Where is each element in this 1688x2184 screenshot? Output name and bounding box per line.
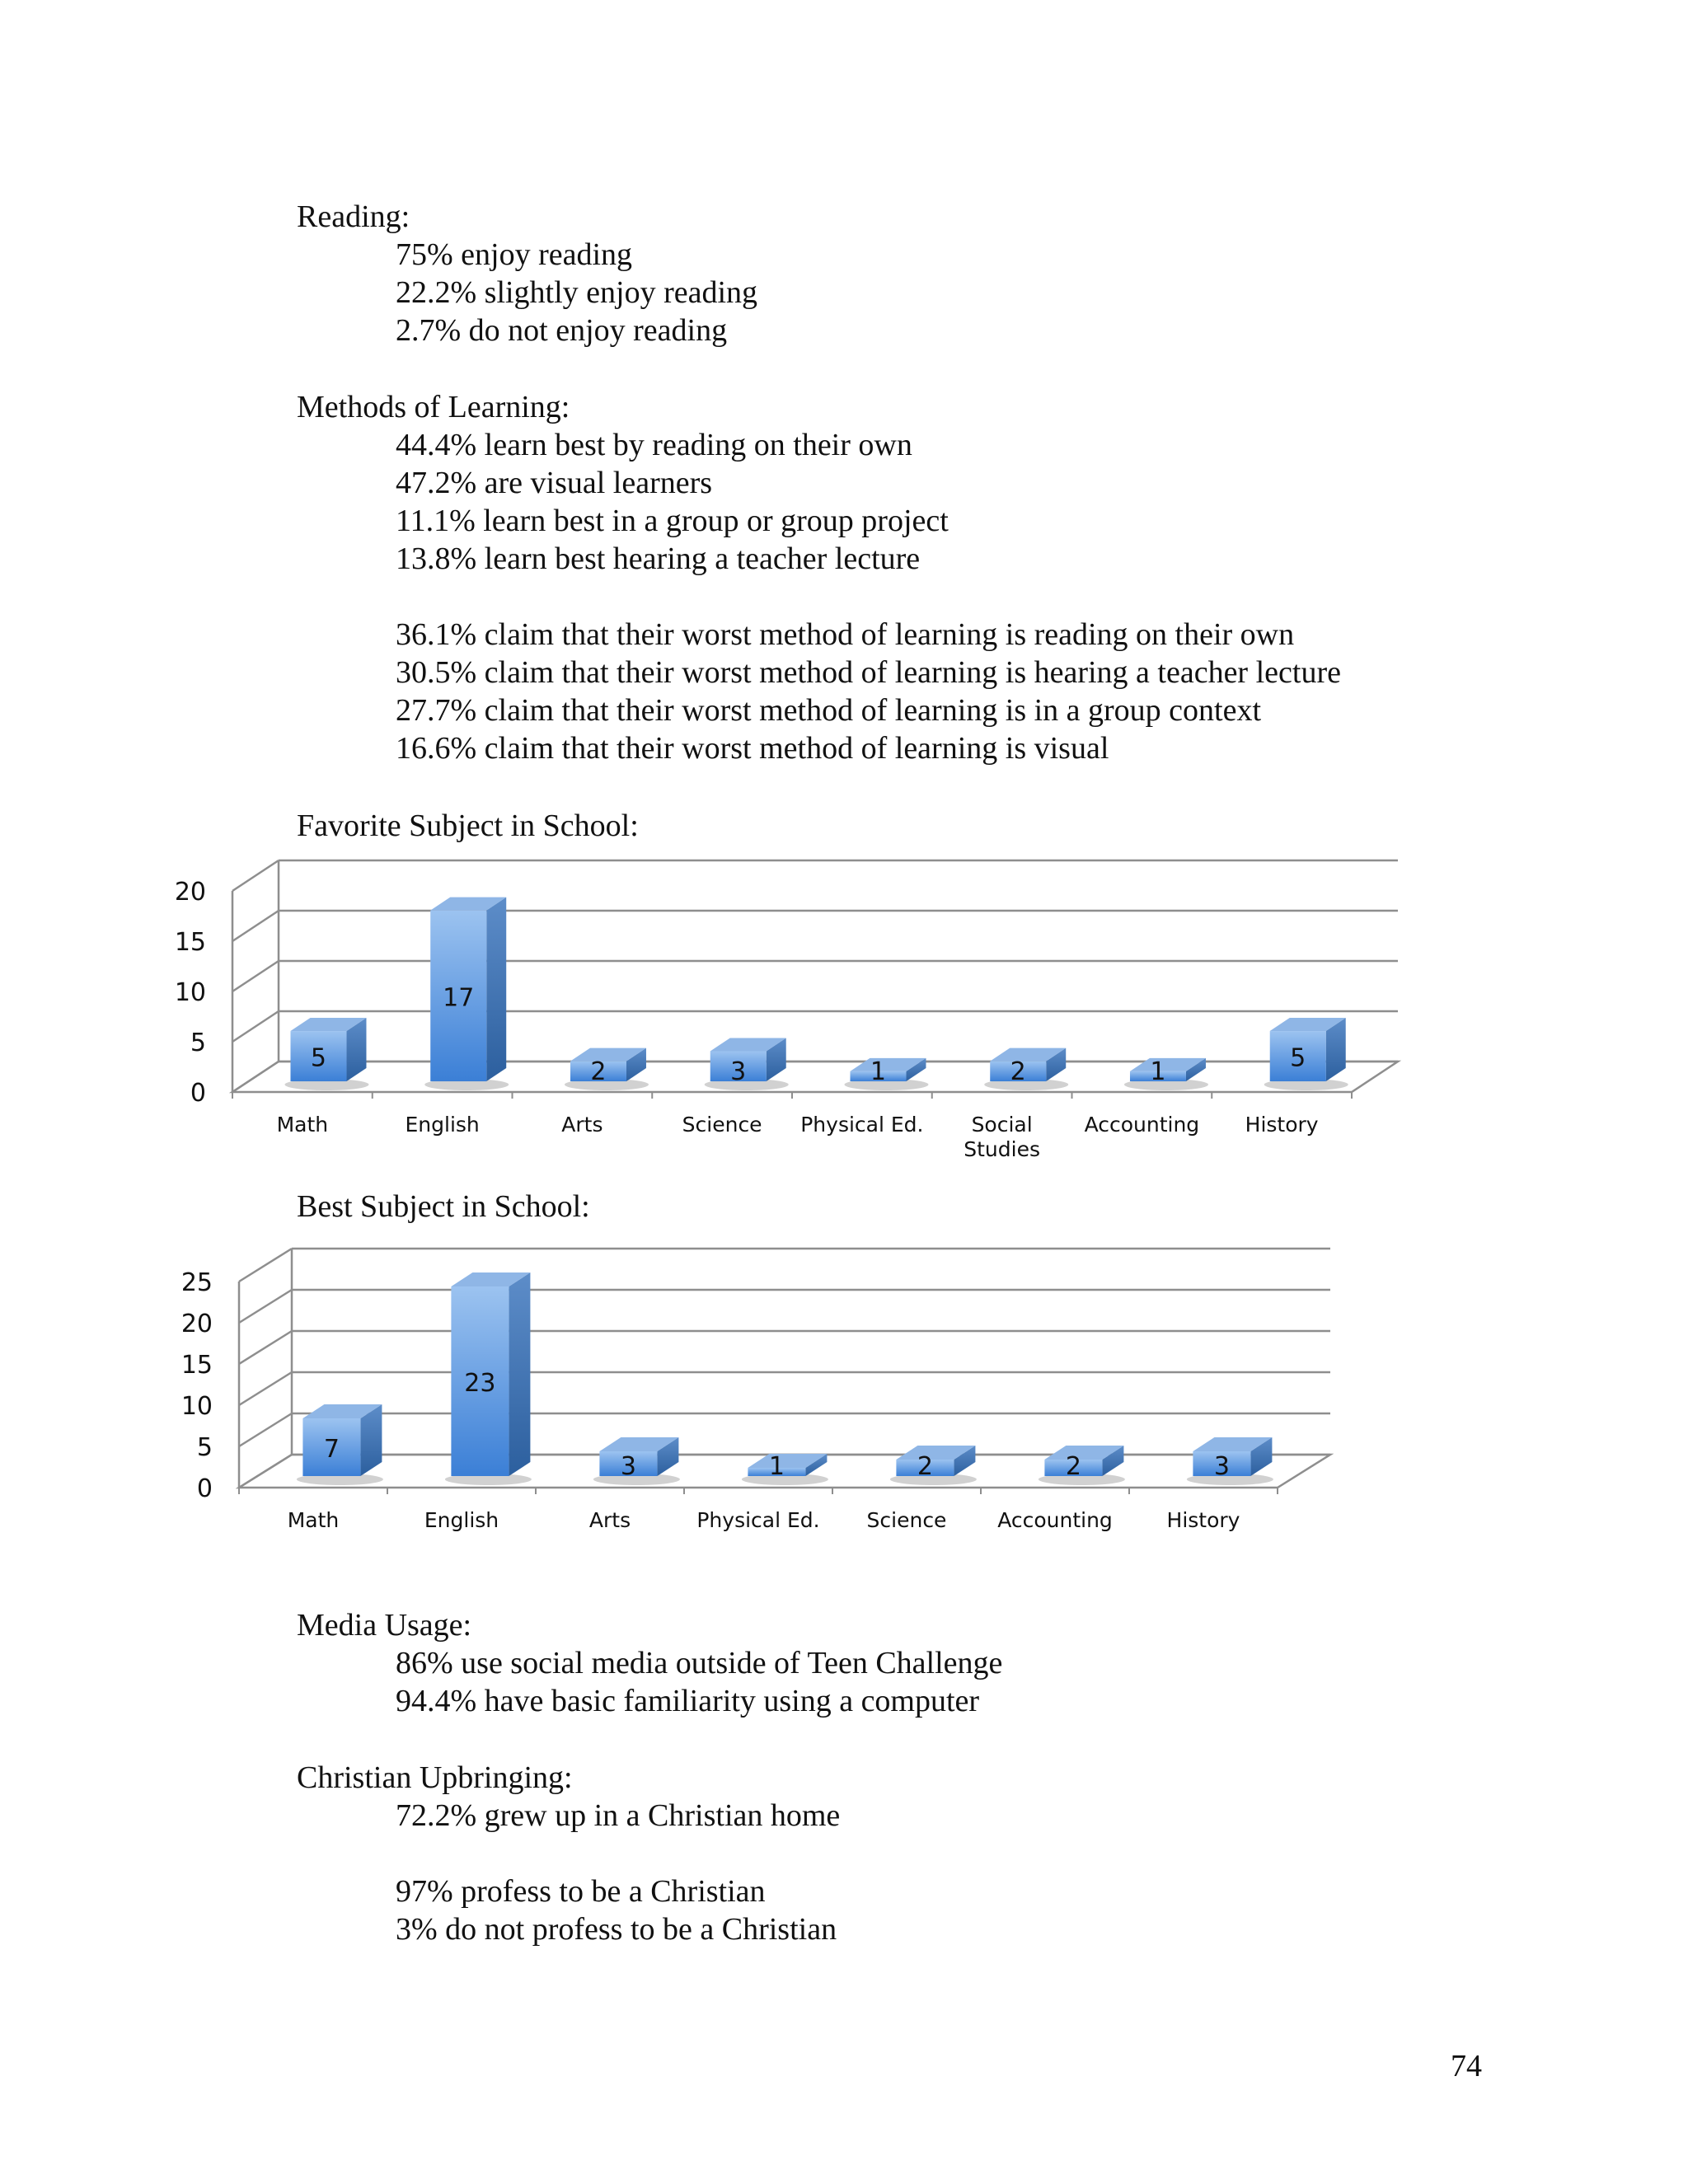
gridline-diagonal xyxy=(239,1290,292,1323)
methods-worst-line: 30.5% claim that their worst method of learning is hearing a teacher lecture xyxy=(396,655,1341,690)
bar-side xyxy=(509,1272,530,1476)
data-label: 23 xyxy=(464,1369,496,1398)
methods-line: 11.1% learn best in a group or group project xyxy=(396,504,949,538)
bar xyxy=(1264,1018,1348,1090)
chart-title: Favorite Subject in School: xyxy=(297,808,639,843)
y-tick-label: 0 xyxy=(196,1474,213,1503)
bar xyxy=(565,1048,649,1090)
bar xyxy=(705,1038,789,1090)
bar xyxy=(297,1404,383,1485)
chart-title: Best Subject in School: xyxy=(297,1189,590,1224)
x-tick-label: Accounting xyxy=(997,1508,1113,1532)
bar xyxy=(593,1437,680,1485)
methods-worst-line: 27.7% claim that their worst method of learning is in a group context xyxy=(396,693,1262,728)
data-label: 7 xyxy=(323,1435,340,1464)
bar xyxy=(1039,1446,1125,1485)
x-tick-label: English xyxy=(424,1508,499,1532)
x-tick-label: History xyxy=(1245,1113,1319,1137)
x-tick-label: Accounting xyxy=(1084,1113,1200,1137)
favorite-subject-chart xyxy=(0,841,1688,1179)
gridline-diagonal xyxy=(232,961,279,991)
data-label: 1 xyxy=(768,1452,785,1481)
data-label: 2 xyxy=(1010,1057,1026,1087)
best-subject-chart xyxy=(0,1220,1688,1533)
y-tick-label: 0 xyxy=(190,1079,206,1108)
bar xyxy=(844,1058,928,1090)
data-label: 5 xyxy=(310,1043,327,1073)
data-label: 1 xyxy=(870,1057,887,1087)
y-tick-label: 10 xyxy=(181,1392,213,1421)
gridline-diagonal xyxy=(232,860,279,891)
gridline-diagonal xyxy=(232,911,279,941)
y-tick-label: 10 xyxy=(174,978,206,1007)
bar-side xyxy=(486,898,506,1081)
x-tick-label: Physical Ed. xyxy=(696,1508,820,1532)
christian-line: 72.2% grew up in a Christian home xyxy=(396,1798,841,1833)
gridline-diagonal xyxy=(239,1249,292,1282)
bar xyxy=(742,1454,828,1485)
media-line: 94.4% have basic familiarity using a computer xyxy=(396,1684,980,1718)
reading-section xyxy=(297,198,757,349)
bar xyxy=(984,1048,1068,1090)
media-heading: Media Usage: xyxy=(297,1608,472,1643)
christian-line: 97% profess to be a Christian xyxy=(396,1874,766,1909)
reading-line: 2.7% do not enjoy reading xyxy=(396,313,728,348)
reading-heading: Reading: xyxy=(297,199,410,234)
data-label: 5 xyxy=(1290,1043,1306,1073)
x-tick-label: English xyxy=(405,1113,480,1137)
chart-floor xyxy=(232,1062,1398,1092)
x-tick-label: History xyxy=(1166,1508,1240,1532)
data-label: 3 xyxy=(730,1057,747,1087)
reading-line: 22.2% slightly enjoy reading xyxy=(396,275,758,310)
gridline-diagonal xyxy=(239,1372,292,1405)
gridline-diagonal xyxy=(239,1413,292,1446)
x-tick-label: Science xyxy=(682,1113,762,1137)
x-tick-label: Science xyxy=(866,1508,947,1532)
data-label: 2 xyxy=(590,1057,607,1087)
media-section xyxy=(297,1606,1002,1720)
x-tick-label: Math xyxy=(287,1508,340,1532)
data-label: 2 xyxy=(1065,1452,1081,1481)
bar xyxy=(890,1446,977,1485)
media-line: 86% use social media outside of Teen Challenge xyxy=(396,1646,1003,1680)
y-tick-label: 25 xyxy=(181,1268,213,1297)
methods-section xyxy=(297,388,1341,767)
methods-line: 47.2% are visual learners xyxy=(396,466,713,500)
y-tick-label: 15 xyxy=(174,928,206,957)
data-label: 17 xyxy=(443,983,475,1013)
page-number: 74 xyxy=(1451,2049,1482,2083)
methods-line: 13.8% learn best hearing a teacher lecture xyxy=(396,541,921,576)
bar xyxy=(1187,1437,1273,1485)
data-label: 2 xyxy=(917,1452,933,1481)
data-label: 1 xyxy=(1150,1057,1166,1087)
data-label: 3 xyxy=(1213,1452,1230,1481)
x-tick-label: Social Studies xyxy=(964,1113,1040,1161)
x-tick-label: Physical Ed. xyxy=(800,1113,924,1137)
y-tick-label: 15 xyxy=(181,1351,213,1380)
methods-heading: Methods of Learning: xyxy=(297,390,570,424)
x-tick-label: Arts xyxy=(588,1508,631,1532)
methods-worst-line: 36.1% claim that their worst method of learning is reading on their own xyxy=(396,617,1295,652)
christian-line: 3% do not profess to be a Christian xyxy=(396,1912,837,1947)
methods-worst-line: 16.6% claim that their worst method of learning is visual xyxy=(396,731,1109,766)
gridline-diagonal xyxy=(239,1331,292,1364)
x-tick-label: Math xyxy=(276,1113,329,1137)
reading-line: 75% enjoy reading xyxy=(396,237,633,272)
y-tick-label: 20 xyxy=(181,1310,213,1338)
christian-heading: Christian Upbringing: xyxy=(297,1760,573,1795)
bar xyxy=(1124,1058,1208,1090)
gridline-diagonal xyxy=(232,1011,279,1042)
data-label: 3 xyxy=(620,1452,636,1481)
y-tick-label: 20 xyxy=(174,878,206,907)
methods-line: 44.4% learn best by reading on their own xyxy=(396,428,912,462)
christian-section xyxy=(297,1759,840,1948)
y-tick-label: 5 xyxy=(190,1029,206,1057)
bar xyxy=(284,1018,368,1090)
x-tick-label: Arts xyxy=(561,1113,603,1137)
y-tick-label: 5 xyxy=(196,1433,213,1462)
